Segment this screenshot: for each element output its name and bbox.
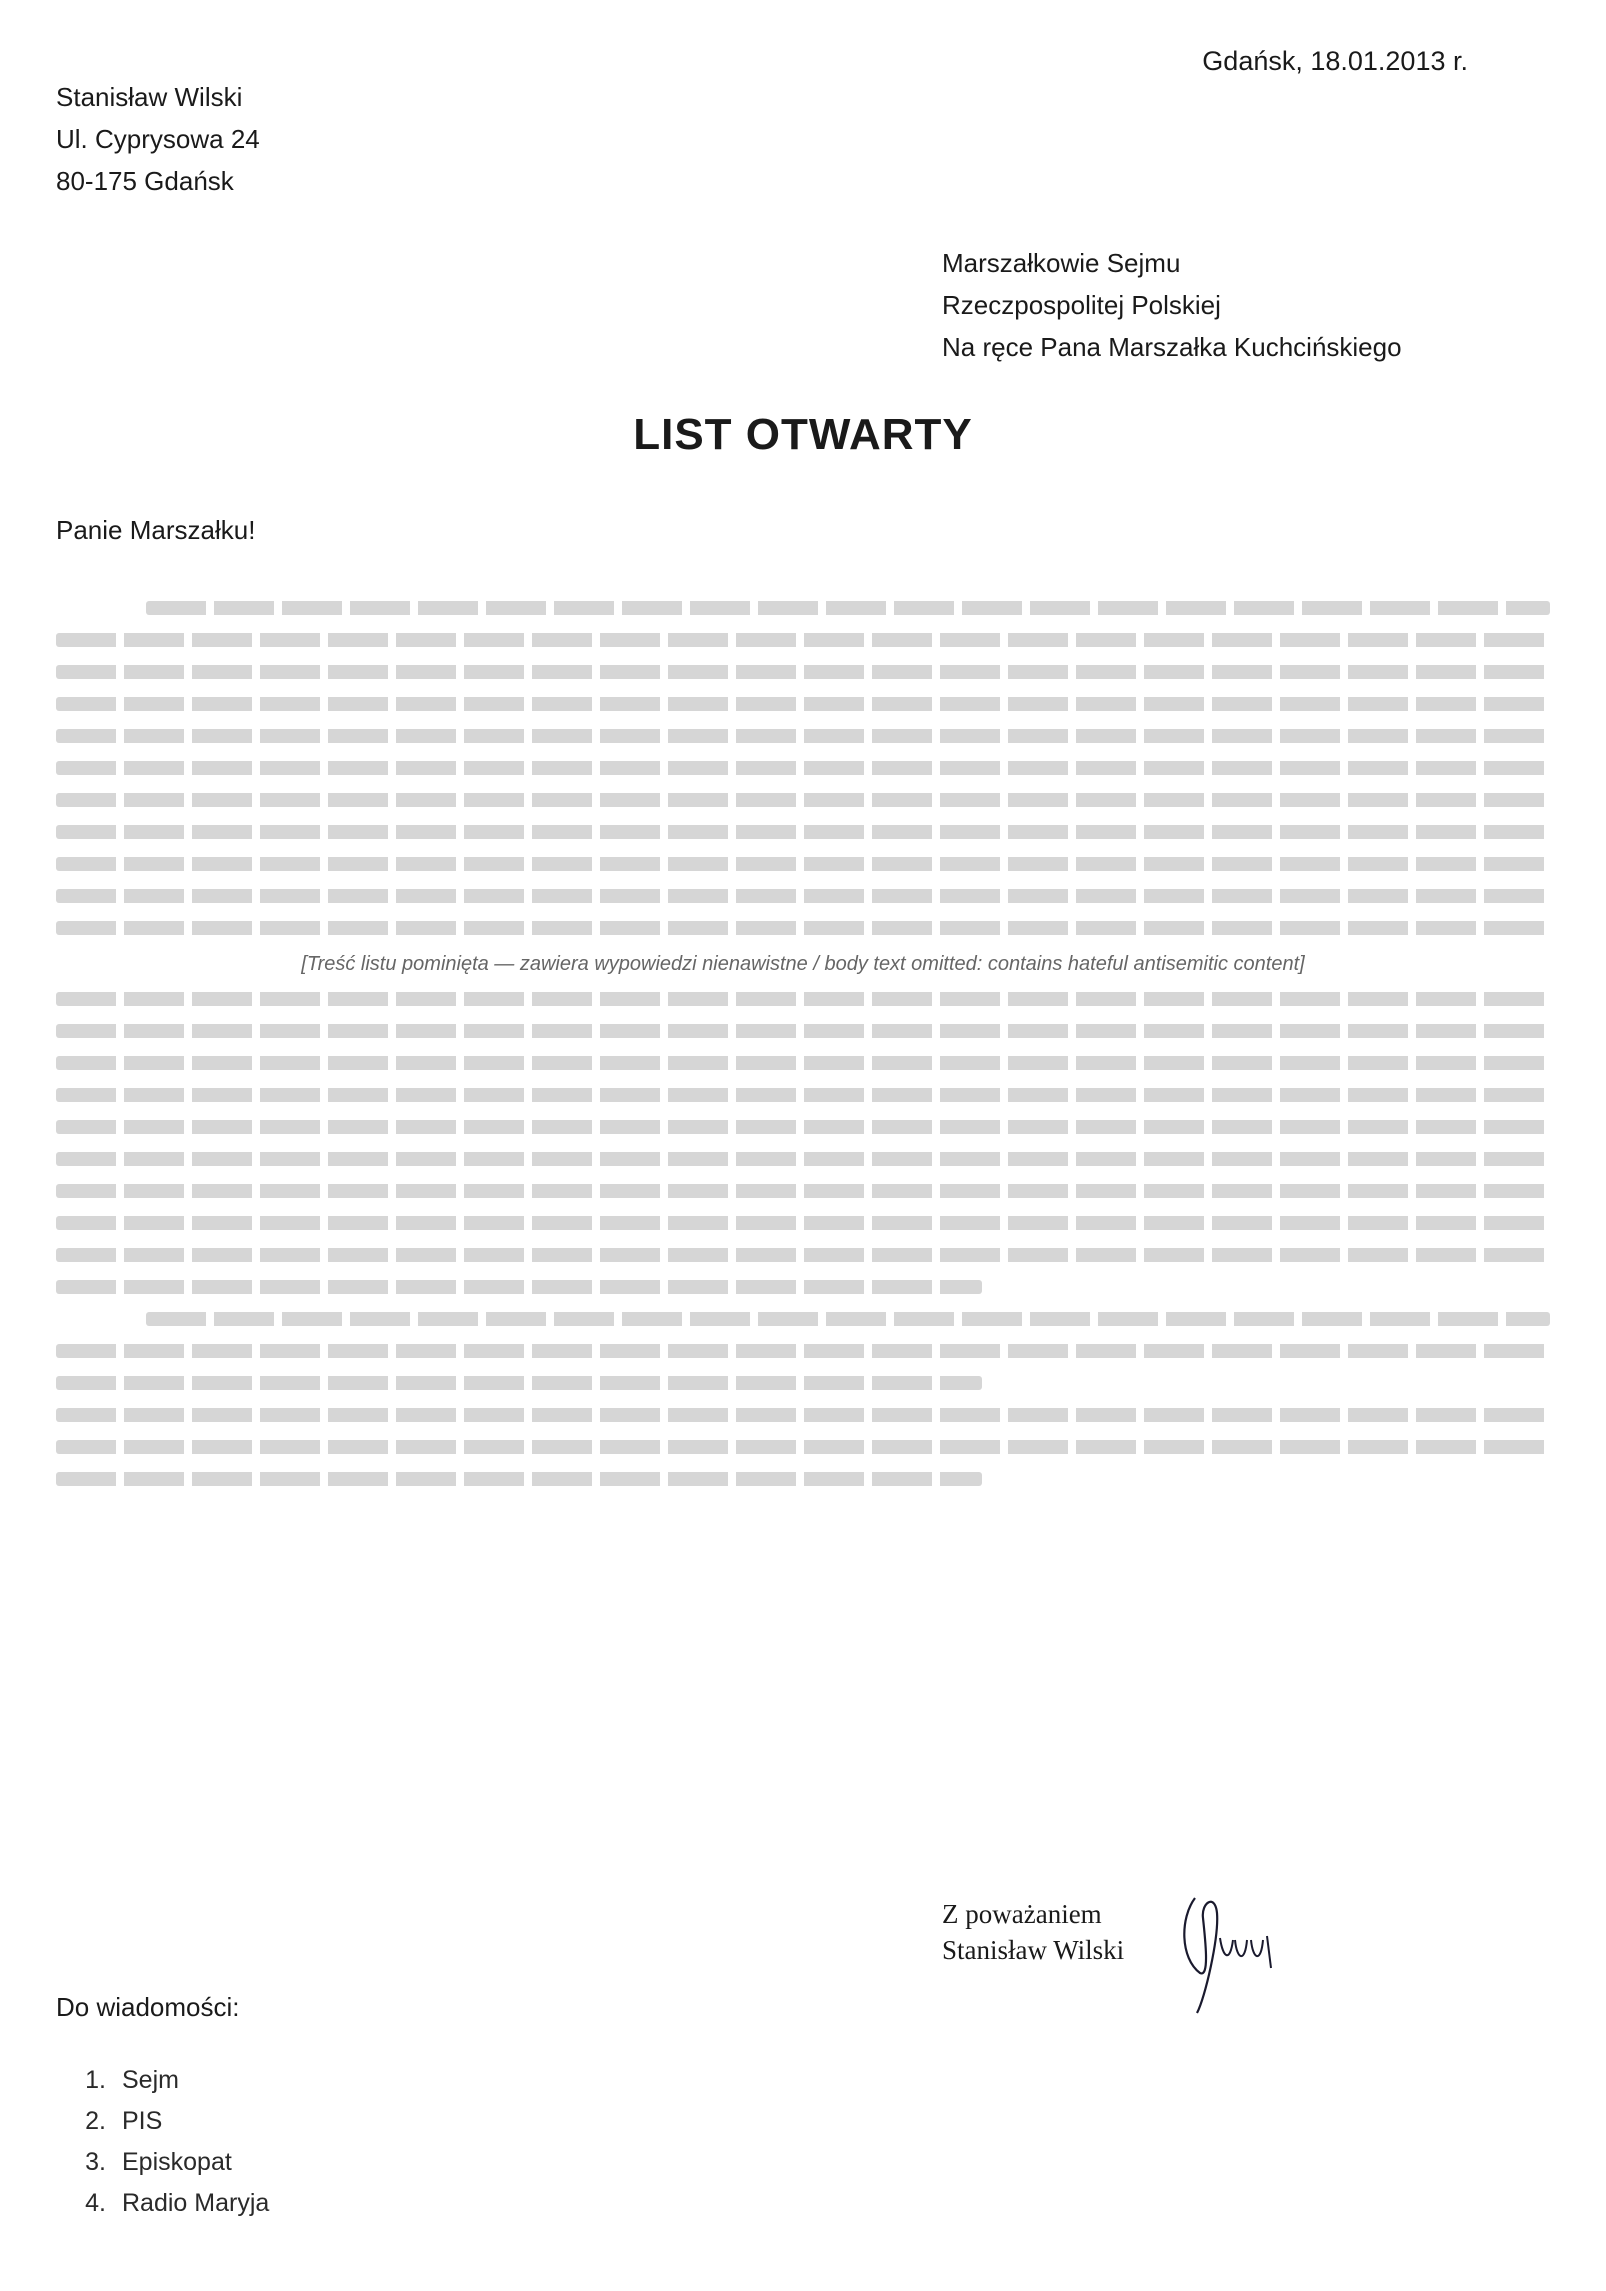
body-text-line xyxy=(56,793,1550,807)
body-text-line xyxy=(56,1440,1550,1454)
body-text-line xyxy=(146,601,1550,615)
distribution-item: 2. PIS xyxy=(85,2107,163,2135)
distribution-item: 1. Sejm xyxy=(85,2066,179,2094)
distribution-item: 4. Radio Maryja xyxy=(85,2189,270,2217)
body-text-line xyxy=(56,1248,1550,1262)
body-text-line xyxy=(56,1184,1550,1198)
recipient-line-3: Na ręce Pana Marszałka Kuchcińskiego xyxy=(942,332,1402,362)
body-text-line xyxy=(56,1376,982,1390)
body-text-line xyxy=(56,1120,1550,1134)
closing-name: Stanisław Wilski xyxy=(942,1935,1125,1965)
body-text-line xyxy=(56,1152,1550,1166)
body-text-line xyxy=(56,921,1550,935)
body-omitted-note: [Treść listu pominięta — zawiera wypowiedzi nienawistne / body text omitted: contains hateful antisemitic content] xyxy=(301,953,1305,975)
distribution-label: Do wiadomości: xyxy=(56,1992,240,2022)
body-text-line xyxy=(56,1408,1550,1422)
document-title: LIST OTWARTY xyxy=(633,410,973,459)
body-text-line xyxy=(56,1024,1550,1038)
sender-street: Ul. Cyprysowa 24 xyxy=(56,124,260,154)
body-text-line xyxy=(56,761,1550,775)
handwritten-signature xyxy=(1175,1878,1295,2018)
recipient-address xyxy=(942,242,1402,368)
body-text-line xyxy=(56,665,1550,679)
distribution-list xyxy=(56,2060,269,2224)
body-text-line xyxy=(56,633,1550,647)
sender-city: 80-175 Gdańsk xyxy=(56,166,234,196)
closing-phrase: Z poważaniem xyxy=(942,1899,1102,1929)
body-text-line xyxy=(56,857,1550,871)
body-text-line xyxy=(56,1216,1550,1230)
body-text-line xyxy=(56,697,1550,711)
letter-body xyxy=(56,585,1550,1504)
body-text-line xyxy=(56,729,1550,743)
body-text-line xyxy=(56,1280,982,1294)
closing-block xyxy=(942,1896,1124,1968)
body-text-line xyxy=(146,1312,1550,1326)
body-text-line xyxy=(56,1056,1550,1070)
salutation: Panie Marszałku! xyxy=(56,515,256,545)
recipient-line-1: Marszałkowie Sejmu xyxy=(942,248,1181,278)
body-text-line xyxy=(56,889,1550,903)
body-text-line xyxy=(56,1344,1550,1358)
sender-name: Stanisław Wilski xyxy=(56,82,243,112)
recipient-line-2: Rzeczpospolitej Polskiej xyxy=(942,290,1221,320)
body-text-line xyxy=(56,825,1550,839)
body-text-line xyxy=(56,1472,982,1486)
body-text-line xyxy=(56,1088,1550,1102)
distribution-item: 3. Episkopat xyxy=(85,2148,232,2176)
sender-address xyxy=(56,76,260,202)
body-text-line xyxy=(56,992,1550,1006)
place-date: Gdańsk, 18.01.2013 r. xyxy=(1202,46,1468,76)
